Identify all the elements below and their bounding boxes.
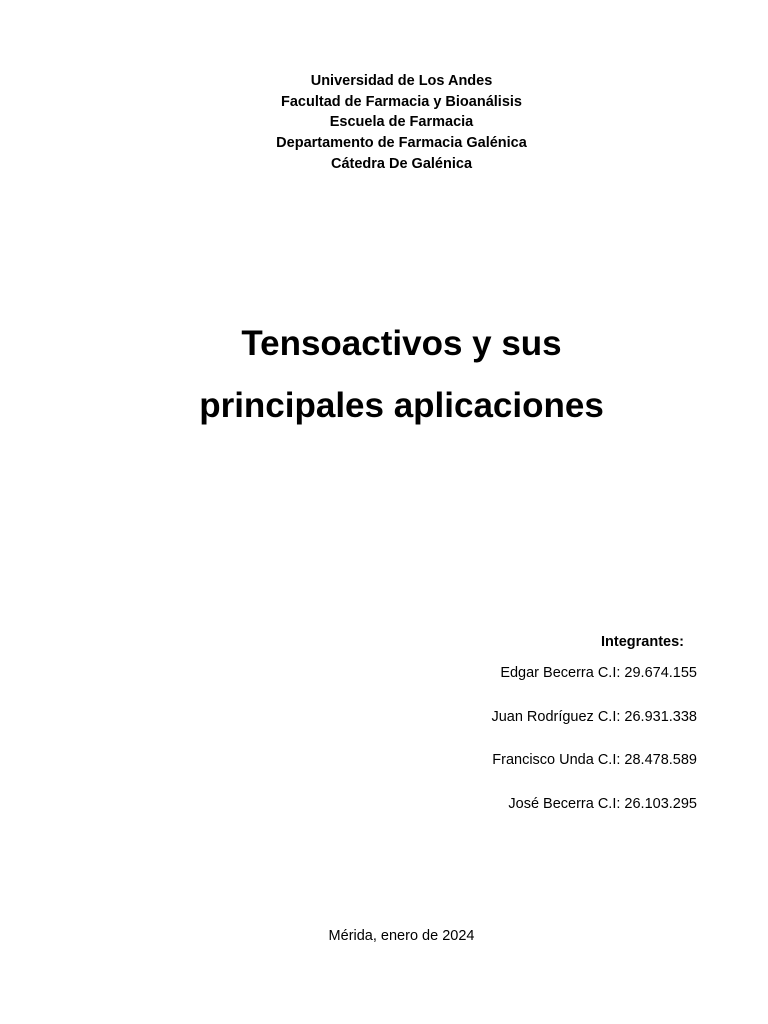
university-name: Universidad de Los Andes	[310, 73, 493, 89]
member-item: José Becerra C.I: 26.103.295	[508, 796, 697, 813]
institution-header	[0, 71, 768, 175]
document-title	[0, 313, 768, 437]
chair-name: Cátedra De Galénica	[330, 155, 473, 172]
member-item: Edgar Becerra C.I: 29.674.155	[500, 665, 697, 681]
school-name: Escuela de Farmacia	[329, 114, 474, 131]
member-item: Juan Rodríguez C.I: 26.931.338	[491, 708, 697, 725]
title-line-2: principales aplicaciones	[199, 386, 604, 425]
place-date: Mérida, enero de 2024	[328, 928, 475, 944]
title-line-1: Tensoactivos y sus	[241, 324, 562, 363]
members-heading: Integrantes:	[601, 634, 684, 650]
members-list	[491, 664, 697, 839]
department-name: Departamento de Farmacia Galénica	[276, 135, 527, 152]
member-item: Francisco Unda C.I: 28.478.589	[492, 752, 697, 769]
faculty-name: Facultad de Farmacia y Bioanálisis	[281, 93, 522, 110]
